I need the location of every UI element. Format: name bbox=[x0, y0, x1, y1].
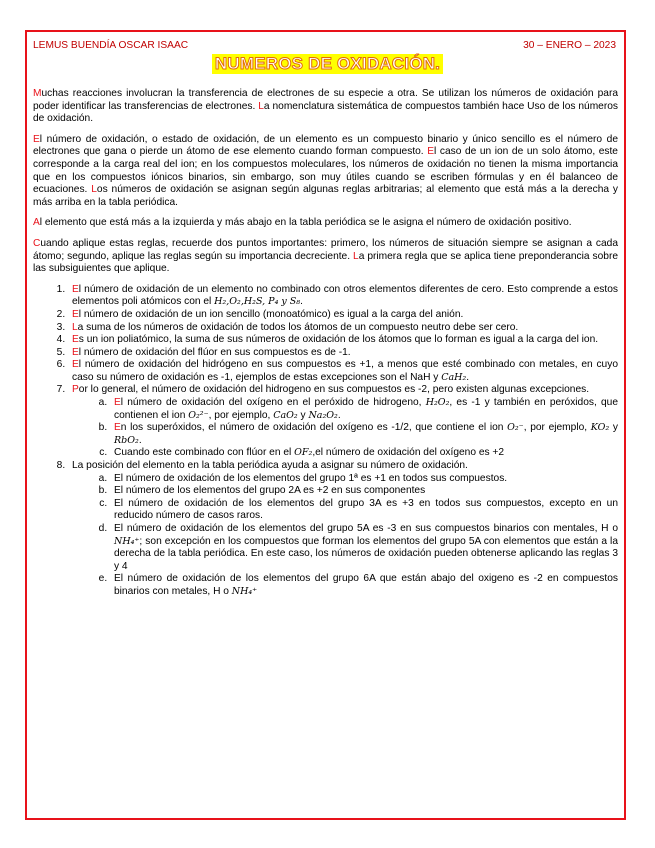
initial-letter: A bbox=[33, 217, 40, 229]
document-body bbox=[33, 88, 618, 599]
rule-text: . bbox=[466, 371, 470, 383]
rule-2 bbox=[68, 309, 618, 322]
initial-letter: E bbox=[114, 422, 121, 434]
initial-letter: L bbox=[91, 184, 97, 196]
formula: O₂²⁻ bbox=[188, 409, 209, 421]
initial-letter: M bbox=[33, 88, 42, 99]
rule-7c bbox=[110, 447, 618, 460]
rule-text: l número de oxidación del hidrógeno en sus compuestos es +1, a menos que esté combinado con metales, en cuyo caso su número de oxidación es -1, ejemplos de estas excepciones son el NaH y bbox=[72, 359, 618, 383]
rule-text: , por ejemplo, bbox=[523, 422, 591, 434]
formula: CaO₂ bbox=[273, 409, 298, 421]
rule-8c: c. El número de oxidación de los elementos del grupo 3A es +3 en todos sus compuestos, excepto en un reducido número de casos raros. bbox=[110, 498, 618, 523]
rule-text: s un ion poliatómico, la suma de sus números de oxidación de los átomos que lo forman es igual a la carga del ion. bbox=[78, 334, 599, 346]
author-name: LEMUS BUENDÍA OSCAR ISAAC bbox=[33, 40, 189, 51]
rule-5 bbox=[68, 347, 618, 360]
rule-text: , es -1 y también en peróxidos, que contienen el ion bbox=[114, 397, 618, 421]
formula: H₂,O₂,H₂S, P₄ y S₈ bbox=[214, 296, 301, 308]
rule-text: n los superóxidos, el número de oxidación del oxígeno es -1/2, que contiene el ion bbox=[120, 422, 508, 434]
initial-letter: E bbox=[72, 334, 79, 346]
rule-4 bbox=[68, 334, 618, 347]
rule-7-sublist bbox=[72, 397, 618, 460]
initial-letter: L bbox=[258, 100, 264, 112]
paragraph-4 bbox=[33, 238, 618, 276]
initial-letter: E bbox=[72, 283, 79, 295]
page-title: NUMEROS DE OXIDACIÓN. bbox=[212, 54, 443, 74]
paragraph-text: os números de oxidación se asignan según algunas reglas arbitrarias; al elemento que está más a la derecha y más arriba en la tabla periódica. bbox=[33, 184, 618, 208]
rule-text: y bbox=[609, 422, 618, 434]
rule-text: a suma de los números de oxidación de todos los átomos de un compuesto neutro debe ser cero. bbox=[77, 321, 519, 333]
rule-8b: b. El número de los elementos del grupo 2A es +2 en sus componentes bbox=[110, 485, 618, 498]
initial-letter: E bbox=[114, 397, 121, 409]
formula: KO₂ bbox=[590, 422, 610, 434]
rule-7b bbox=[110, 422, 618, 447]
rule-text: La posición del elemento en la tabla periódica ayuda a asignar su número de oxidación. bbox=[72, 460, 468, 472]
rule-text: . bbox=[300, 296, 303, 308]
title-wrap bbox=[0, 54, 655, 74]
paragraph-text: uando aplique estas reglas, recuerde dos puntos importantes: primero, los números de situación siempre se asignan a cada átomo; segundo, aplique las reglas según su importancia decreciente. bbox=[33, 237, 618, 262]
rule-text: or lo general, el número de oxidación del hidrogeno en sus compuestos es -2, pero existen algunas excepciones. bbox=[78, 384, 590, 396]
formula: OF₂ bbox=[294, 447, 313, 459]
initial-letter: E bbox=[427, 146, 435, 158]
formula: NH₄⁺ bbox=[114, 535, 140, 547]
rule-text: El número de oxidación de los elementos del grupo 5A es -3 en sus compuestos binarios con mentales, H o bbox=[114, 523, 618, 534]
rule-text: Cuando este combinado con flúor en el bbox=[114, 447, 295, 459]
rule-text: ,el número de oxidación del oxígeno es +2 bbox=[312, 447, 505, 459]
rule-text: ; son excepción en los compuestos que forman los elementos del grupo 5A con elementos que están a la derecha de la tabla periódica. En este caso, los números de oxidación pueden obtenerse aplicando las reglas 3 y 4 bbox=[114, 535, 618, 572]
initial-letter: E bbox=[72, 308, 79, 320]
rule-text: , por ejemplo, bbox=[208, 409, 274, 421]
rule-8d bbox=[110, 523, 618, 573]
rules-list bbox=[33, 284, 618, 599]
rule-8a: a. El número de oxidación de los elementos del grupo 1ª es +1 en todos sus compuestos. bbox=[110, 473, 618, 486]
paragraph-text: uchas reacciones involucran la transferencia de electrones de su especie a otra. Se utilizan los números de oxidación para poder identificar las transferencias de electrones. bbox=[33, 88, 618, 112]
initial-letter: E bbox=[72, 359, 79, 371]
paragraph-2 bbox=[33, 134, 618, 210]
rule-8-sublist bbox=[72, 473, 618, 599]
paragraph-1 bbox=[33, 88, 618, 126]
rule-8 bbox=[68, 460, 618, 599]
rule-7 bbox=[68, 384, 618, 460]
initial-letter: P bbox=[72, 384, 79, 396]
formula: H₂O₂ bbox=[425, 397, 450, 409]
initial-letter: L bbox=[72, 321, 78, 333]
formula: Na₂O₂ bbox=[308, 409, 338, 421]
rule-text: l número de oxidación del flúor en sus compuestos es de -1. bbox=[78, 346, 351, 358]
rule-text: l número de oxidación de un ion sencillo (monoatómico) es igual a la carga del anión. bbox=[78, 308, 464, 320]
rule-text: l número de oxidación del oxígeno en el peróxido de hidrogeno, bbox=[120, 397, 426, 409]
formula: CaH₂ bbox=[441, 371, 467, 383]
formula: NH₄⁺ bbox=[231, 585, 258, 597]
rule-1 bbox=[68, 284, 618, 309]
initial-letter: E bbox=[33, 133, 40, 145]
rule-text: l número de oxidación de un elemento no combinado con otros elementos diferentes de cero. Esto comprende a estos elementos poli atómicos con el bbox=[72, 283, 618, 308]
formula: RbO₂ bbox=[114, 434, 139, 446]
rule-6 bbox=[68, 359, 618, 384]
initial-letter: L bbox=[353, 250, 359, 262]
rule-3 bbox=[68, 322, 618, 335]
initial-letter: C bbox=[33, 237, 41, 249]
rule-text: . bbox=[138, 434, 142, 446]
paragraph-text: a primera regla que se aplica tiene preponderancia sobre las subsiguientes que aplique. bbox=[33, 250, 618, 275]
paragraph-text: l elemento que está más a la izquierda y más abajo en la tabla periódica se le asigna el número de oxidación positivo. bbox=[39, 217, 572, 229]
rule-text: El número de oxidación de los elementos del grupo 6A que están abajo del oxigeno es -2 en compuestos binarios con metales, H o bbox=[114, 573, 618, 597]
rule-text: y bbox=[297, 409, 309, 421]
paragraph-3 bbox=[33, 217, 618, 230]
rule-8e bbox=[110, 573, 618, 598]
document-date: 30 – ENERO – 2023 bbox=[523, 40, 616, 51]
header bbox=[33, 40, 616, 51]
rule-text: . bbox=[337, 409, 341, 421]
formula: O₂⁻ bbox=[507, 422, 524, 434]
initial-letter: E bbox=[72, 346, 79, 358]
rule-7a bbox=[110, 397, 618, 422]
paragraph-text: a nomenclatura sistemática de compuestos también hace Uso de los números de oxidación. bbox=[33, 100, 618, 125]
paragraph-text: l número de oxidación, o estado de oxidación, de un elemento es un compuesto binario y único sencillo es el número de electrones que gana o pierde un átomo de ese elemento cuando forman compuesto. bbox=[33, 133, 618, 158]
paragraph-text: l caso de un ion de un solo átomo, este corresponde a la carga real del ion; en los compuestos moleculares, los números de oxidación no tienen la misma importancia que en los compuestos iónicos binarios, sin embargo, son muy útiles cuando se escriben fórmulas y en él balanceo de ecuaciones. bbox=[33, 146, 618, 196]
